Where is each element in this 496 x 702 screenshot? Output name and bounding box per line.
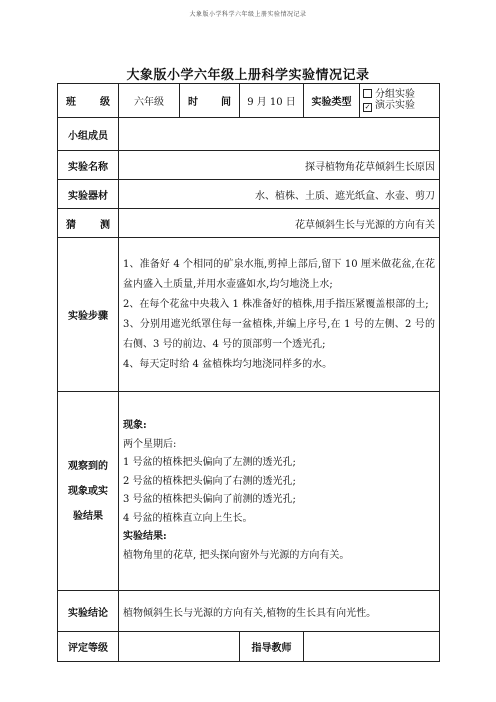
step-item: 1、准备好 4 个相同的矿泉水瓶,剪掉上部后,留下 10 厘米做花盆,在花盆内盛入土质量,并用水壶盛如水,均匀地浇上水;: [123, 258, 435, 290]
group-checkbox[interactable]: [363, 89, 372, 98]
equipment-label: 实验器材: [58, 180, 119, 209]
row-guess: [58, 209, 440, 238]
observation-label: 观察到的 现象或实 验结果: [58, 392, 119, 591]
result-heading: 实验结果:: [123, 531, 167, 542]
guess-label: 猜 测: [58, 209, 119, 238]
conclusion-value[interactable]: 植物倾斜生长与光源的方向有关,植物的生长具有向光性。: [119, 591, 440, 632]
row-conclusion: [58, 591, 440, 632]
result-text: 植物角里的花草, 把头探向窗外与光源的方向有关。: [123, 549, 350, 561]
name-value[interactable]: 探寻植物角花草倾斜生长原因: [119, 151, 440, 180]
observation-value[interactable]: [119, 392, 440, 591]
steps-label: 实验步骤: [58, 238, 119, 392]
grade-value[interactable]: [119, 632, 240, 662]
grade-label: 评定等级: [58, 632, 119, 662]
conclusion-label: 实验结论: [58, 591, 119, 632]
row-steps: [58, 238, 440, 392]
row-grade: [58, 632, 440, 662]
time-label: 时 间: [180, 84, 240, 118]
step-item: 2、在每个花盆中央栽入 1 株准备好的植株,用手指压紧覆盖根部的土;: [123, 298, 429, 310]
teacher-value[interactable]: [304, 632, 440, 662]
type-option-group[interactable]: [363, 89, 436, 100]
row-name: [58, 151, 440, 180]
type-option-demo[interactable]: [363, 100, 436, 112]
steps-value[interactable]: [119, 238, 440, 392]
observation-item: 4 号盆的植株直立向上生长。: [123, 512, 253, 524]
equipment-value[interactable]: 水、植株、土质、遮光纸盒、水壶、剪刀: [119, 180, 440, 209]
record-table: [57, 83, 440, 662]
step-item: 4、每天定时给 4 盆植株均匀地浇同样多的水。: [123, 358, 333, 370]
guess-value[interactable]: 花草倾斜生长与光源的方向有关: [119, 209, 440, 238]
members-value[interactable]: [119, 118, 440, 151]
group-option-label: 分组实验: [375, 89, 415, 100]
type-label: 实验类型: [304, 84, 360, 118]
document-title: 大象版小学六年级上册科学实验情况记录: [126, 68, 370, 83]
observation-item: 1 号盆的植株把头偏向了左测的透光孔;: [123, 457, 296, 468]
class-label: 班 级: [58, 84, 119, 118]
demo-option-label: 演示实验: [375, 100, 415, 111]
observation-item: 2 号盆的植株把头偏向了右测的透光孔;: [123, 475, 296, 487]
row-observation: [58, 392, 440, 591]
demo-checkbox[interactable]: ✓: [364, 103, 371, 111]
teacher-label: 指导教师: [240, 632, 304, 662]
phenomenon-heading: 现象:: [123, 420, 147, 431]
type-options: [360, 84, 440, 118]
date-value[interactable]: 9 月 10 日: [240, 84, 304, 118]
page-header: 大象版小学科学六年级上册实验情况记录: [189, 11, 307, 18]
row-equipment: [58, 180, 440, 209]
name-label: 实验名称: [58, 151, 119, 180]
class-value[interactable]: 六年级: [119, 84, 180, 118]
row-members: [58, 118, 440, 151]
members-label: 小组成员: [58, 118, 119, 151]
observation-item: 3 号盆的植株把头偏向了前测的透光孔;: [123, 494, 296, 505]
step-item: 3、分别用遮光纸罩住每一盆植株,并编上序号,在 1 号的左侧、2 号的右侧、3 号的前边、4 号的顶部剪一个透光孔;: [123, 318, 435, 350]
observation-intro: 两个星期后:: [123, 438, 177, 450]
row-class: [58, 84, 440, 118]
